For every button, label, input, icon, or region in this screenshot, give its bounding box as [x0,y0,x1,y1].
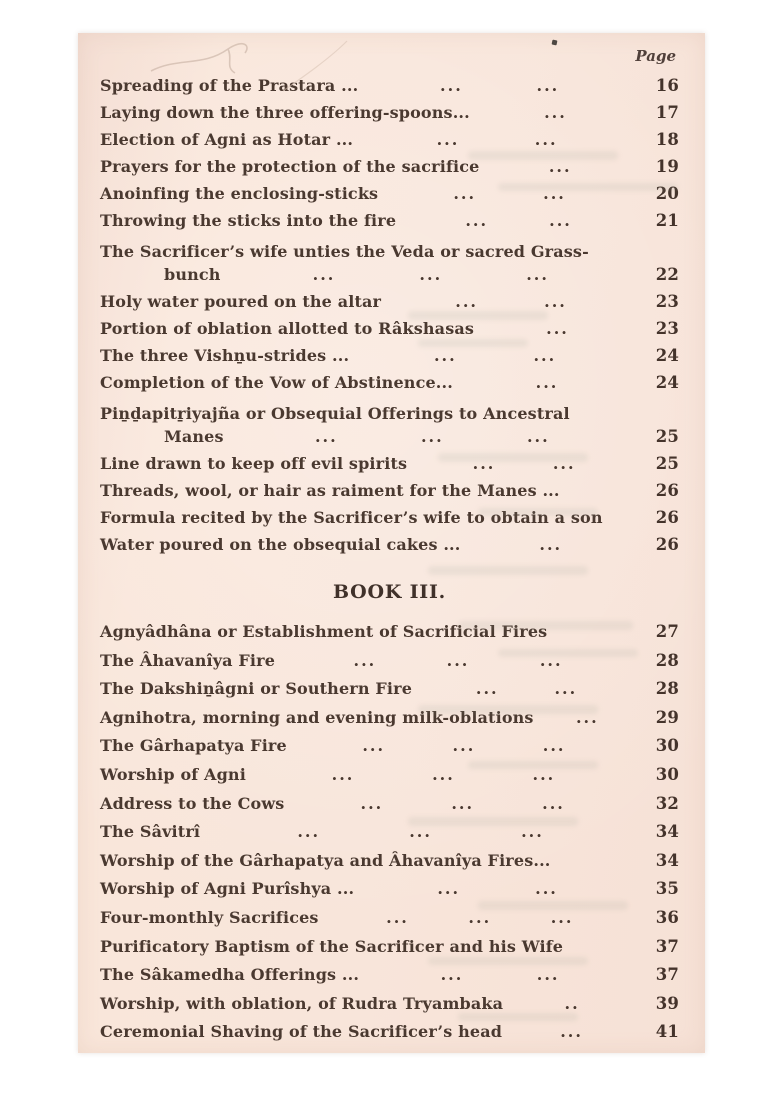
toc-entry [100,679,679,708]
entry-page-number: 26 [655,508,679,527]
leader-dots [284,794,641,813]
entry-title: The Sâvitrî [100,822,201,842]
leader-dots [381,292,641,311]
leader-dot-group: ... [542,793,565,813]
leader-dot-group: ... [535,373,559,392]
toc-entry [100,292,679,319]
entry-page-number: 37 [655,936,679,956]
entry-title: Manes [164,427,224,446]
entry-page-number: 35 [655,879,679,899]
toc-entry [100,708,679,737]
entry-title: Portion of oblation allotted to Râkshasas [100,319,475,338]
leader-dot-group: ... [546,319,569,338]
leader-dot-group: ... [437,879,461,899]
leader-dot-group: ... [532,764,556,784]
leader-dots [407,454,641,473]
leader-dot-group: ... [521,822,544,842]
leader-dot-group: ... [550,907,574,927]
leader-dot-group: ... [475,679,499,699]
leader-dot-group: ... [560,1022,583,1042]
toc-entry [100,184,679,211]
entry-page-number: 36 [655,907,679,927]
leader-dots [534,708,641,727]
leader-dots [502,1022,641,1041]
leader-dot-group: ... [544,103,567,122]
entry-title: Throwing the sticks into the fire [100,211,397,230]
leader-dot-group: ... [465,211,489,230]
leader-dot-group: ... [554,679,578,699]
entry-page-number: 26 [655,481,679,500]
leader-dot-group: ... [451,793,475,813]
leader-dots [359,965,641,984]
leader-dot-group: ... [536,965,560,985]
leader-dot-group: ... [440,965,464,985]
entry-page-number: 29 [655,707,679,727]
leader-dot-group: ... [535,879,558,899]
entry-title: Completion of the Vow of Abstinence... [100,373,453,392]
entry-page-number: 34 [655,822,679,842]
toc-entry [100,1022,679,1051]
page-column-header: Page [635,47,676,65]
entry-title: Worship of the Gârhapatya and Âhavanîya Fires... [100,850,551,870]
entry-page-number: 28 [655,679,679,699]
entry-title: bunch [164,265,221,284]
toc-entry [100,994,679,1023]
leader-dots [221,265,641,284]
entry-title: Worship of Agni Purîshya ... [100,879,355,899]
leader-dot-group: ... [446,650,470,670]
toc-entry [100,508,679,535]
leader-dot-group: ... [386,907,409,927]
entry-page-number: 18 [655,130,679,149]
leader-dot-group: ... [409,822,432,842]
leader-dot-group: ... [433,346,457,365]
leader-dots [470,103,641,122]
leader-dot-group: ... [314,427,338,446]
toc-entry [100,454,679,481]
leader-dots [349,346,641,365]
leader-dots [378,184,641,203]
entry-title: Address to the Cows [100,793,285,813]
entry-title: The Sâkamedha Offerings ... [100,965,360,985]
entry-title: Worship of Agni [100,764,246,784]
entry-page-number: 25 [655,454,679,473]
entry-page-number: 17 [655,103,679,122]
leader-dot-group: ... [331,764,355,784]
leader-dots [453,373,641,392]
entry-title: Threads, wool, or hair as raiment for the Manes ... [100,481,560,500]
leader-dot-group: ... [542,736,566,756]
leader-dots [358,76,641,95]
leader-dot-group: ... [420,427,444,446]
entry-title: The Gârhapatya Fire [100,736,287,756]
leader-dots [479,157,641,176]
entry-page-number: 24 [655,373,679,392]
toc-entry [100,481,679,508]
leader-dot-group: ... [362,736,386,756]
leader-dot-group: ... [536,76,560,95]
leader-dots [224,427,641,446]
leader-dot-group: ... [549,211,572,230]
toc-entry [100,130,679,157]
entry-title: Ceremonial Shaving of the Sacrificer’s head [100,1022,503,1042]
entry-page-number: 37 [655,965,679,985]
leader-dots [474,319,641,338]
leader-dot-group: ... [436,130,460,149]
entry-title: Agnihotra, morning and evening milk-oblations [100,707,534,727]
toc-entry [100,319,679,346]
leader-dot-group: ... [452,736,476,756]
leader-dot-group: ... [526,427,550,446]
leader-dots [319,908,641,927]
leader-dot-group: ... [455,292,478,311]
entry-title: Purificatory Baptism of the Sacrificer and his Wife [100,936,564,956]
leader-dot-group: ... [533,346,557,365]
toc-section-book2-remainder [100,76,679,562]
toc-entry [100,157,679,184]
entry-page-number: 41 [655,1022,679,1042]
entry-page-number: 16 [655,76,679,95]
toc-entry [100,651,679,680]
entry-page-number: 27 [655,622,679,641]
entry-title: Spreading of the Prastara ... [100,76,359,95]
entry-title: Line drawn to keep off evil spirits [100,454,408,473]
toc-entry [100,765,679,794]
toc-entry [100,965,679,994]
leader-dots [287,736,641,755]
leader-dot-group: ... [539,650,563,670]
toc-entry [100,937,679,966]
leader-dot-group: .. [564,993,580,1013]
entry-page-number: 19 [655,157,679,176]
leader-dot-group: ... [544,292,567,311]
toc-entry [100,373,679,400]
entry-page-number: 32 [655,793,679,813]
leader-dot-group: ... [548,157,572,176]
entry-title: Worship, with oblation, of Rudra Tryambaka [100,993,504,1013]
toc-entry [100,794,679,823]
entry-title: The three Vishṉu-strides ... [100,346,350,365]
entry-page-number: 39 [655,993,679,1013]
leader-dots [503,994,641,1013]
toc-section-book3 [100,622,679,1051]
leader-dot-group: ... [312,265,336,284]
entry-title: Formula recited by the Sacrificer’s wife to obtain a son [100,508,603,527]
entry-page-number: 20 [655,184,679,203]
leader-dot-group: ... [552,454,576,473]
leader-dots [396,211,641,230]
leader-dot-group: ... [353,650,377,670]
toc-entry [100,535,679,562]
entry-page-number: 26 [655,535,679,554]
leader-dots [275,651,641,670]
bleedthrough-mark [428,566,588,575]
leader-dots [246,765,641,784]
leader-dots [200,822,641,841]
entry-title: Laying down the three offering-spoons... [100,103,470,122]
leader-dot-group: ... [472,454,496,473]
entry-page-number: 21 [655,211,679,230]
leader-dot-group: ... [453,184,477,203]
entry-title: The Dakshiṉâgni or Southern Fire [100,679,413,699]
pencil-scratch-marks [133,29,353,109]
entry-title: Prayers for the protection of the sacrifice [100,157,480,176]
entry-title: Water poured on the obsequial cakes ... [100,535,461,554]
leader-dots [412,679,641,698]
entry-page-number: 23 [655,319,679,338]
paper [78,33,705,1053]
toc-entry [100,400,679,454]
toc-entry [100,211,679,238]
leader-dot-group: ... [543,184,566,203]
leader-dot-group: ... [526,265,549,284]
toc-entry [100,736,679,765]
entry-title: Holy water poured on the altar [100,292,382,311]
leader-dot-group: ... [440,76,463,95]
book-iii-heading: BOOK III. [332,581,447,603]
entry-title: Election of Agni as Hotar ... [100,130,354,149]
entry-page-number: 34 [655,850,679,870]
entry-title: Agnyâdhâna or Establishment of Sacrificial Fires [100,622,548,641]
entry-page-number: 30 [655,764,679,784]
leader-dot-group: ... [419,265,443,284]
toc-entry [100,908,679,937]
entry-page-number: 25 [655,427,679,446]
entry-title-line1: Piṉḏapitṟiyajña or Obsequial Offerings to Ancestral [100,404,570,423]
entry-title: The Âhavanîya Fire [100,650,276,670]
entry-page-number: 28 [655,650,679,670]
entry-title-line1: The Sacrificer’s wife unties the Veda or sacred Grass- [100,242,589,261]
leader-dot-group: ... [534,130,558,149]
leader-dot-group: ... [297,822,321,842]
toc-entry [100,622,679,651]
leader-dots [354,879,641,898]
toc-entry [100,822,679,851]
toc-entry [100,346,679,373]
leader-dot-group: ... [360,793,384,813]
toc-entry [100,851,679,880]
leader-dot-group: ... [575,707,599,727]
entry-page-number: 30 [655,736,679,756]
toc-entry [100,879,679,908]
entry-title: Four-monthly Sacrifices [100,907,319,927]
entry-page-number: 23 [655,292,679,311]
leader-dots [353,130,641,149]
ink-speck [552,40,558,46]
leader-dots [461,535,642,554]
leader-dot-group: ... [539,535,563,554]
leader-dot-group: ... [432,764,455,784]
leader-dot-group: ... [468,907,492,927]
entry-title: Anoinfing the enclosing-sticks [100,184,379,203]
toc-entry [100,238,679,292]
entry-page-number: 22 [655,265,679,284]
entry-page-number: 24 [655,346,679,365]
